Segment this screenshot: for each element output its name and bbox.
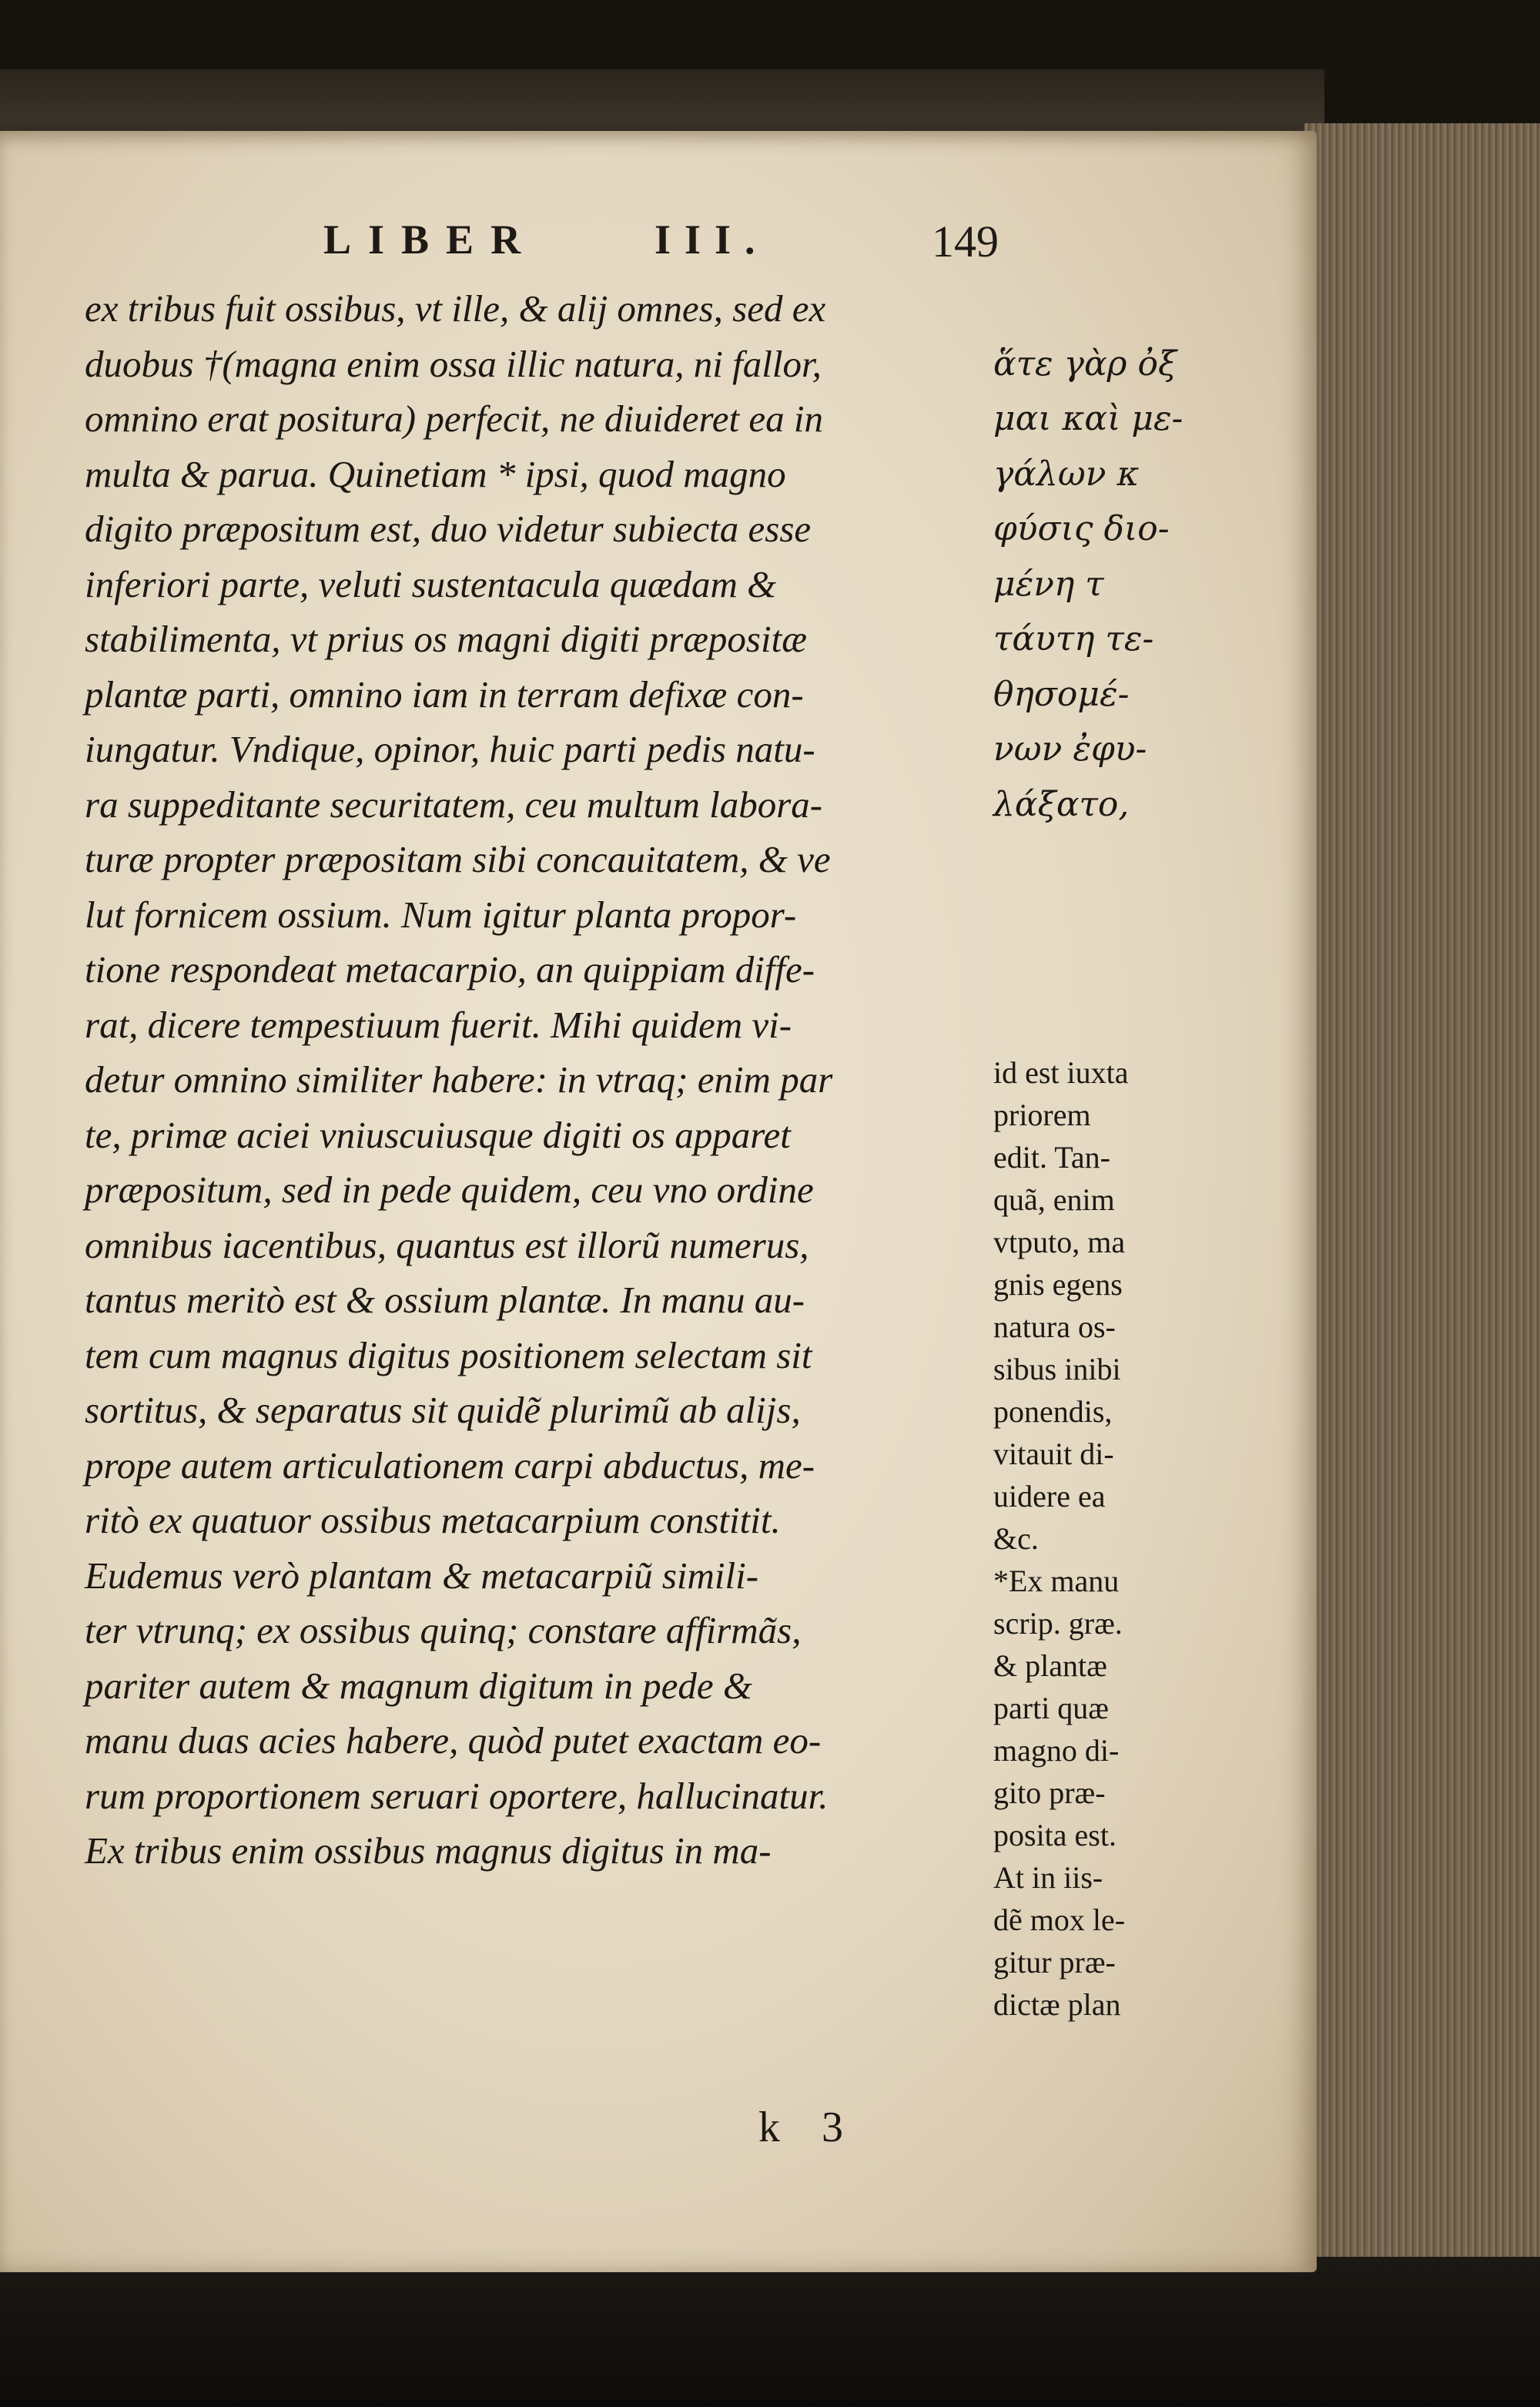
page-number: 149 [932, 216, 999, 267]
signature-letter: k [758, 2104, 780, 2151]
book-page [0, 131, 1317, 2272]
marginal-note-line: ponendis, [993, 1394, 1113, 1429]
greek-margin-column [993, 281, 1194, 832]
text-line: Ex tribus enim ossibus magnus digitus in ma- [85, 1829, 772, 1872]
text-line: ra suppeditante securitatem, ceu multum labora- [85, 783, 823, 826]
marginal-note-line: scrip. græ. [993, 1606, 1123, 1641]
text-line: lut fornicem ossium. Num igitur planta propor- [85, 893, 797, 936]
marginal-notes-column [993, 1051, 1224, 2026]
marginal-note-line: At in iis- [993, 1860, 1103, 1895]
marginal-note-line: parti quæ [993, 1691, 1109, 1725]
text-line: sortitus, & separatus sit quidẽ plurimũ ab alijs, [85, 1389, 801, 1431]
text-line: detur omnino similiter habere: in vtraq; enim par [85, 1058, 833, 1101]
marginal-note-line: uidere ea [993, 1479, 1106, 1514]
text-line: ritò ex quatuor ossibus metacarpium constitit. [85, 1499, 781, 1541]
running-head-title: LIBER [323, 216, 538, 263]
marginal-note-line: edit. Tan- [993, 1140, 1110, 1175]
text-line: ex tribus fuit ossibus, vt ille, & alij omnes, sed ex [85, 287, 826, 330]
text-line: plantæ parti, omnino iam in terram defixæ con- [85, 672, 804, 716]
running-head-book-number: III. [654, 216, 769, 263]
greek-margin-line: γάλων κ [993, 454, 1140, 494]
greek-margin-line: θησομέ- [993, 674, 1130, 714]
text-line: inferiori parte, veluti sustentacula quædam & [85, 562, 777, 605]
text-line: manu duas acies habere, quòd putet exactam eo- [85, 1719, 822, 1762]
marginal-note-line: dẽ mox le- [993, 1902, 1126, 1937]
text-line: Eudemus verò plantam & metacarpiũ simili- [85, 1554, 759, 1597]
text-line: multa & parua. Quinetiam * ipsi, quod magno [85, 452, 786, 495]
marginal-note-line: vitauit di- [993, 1436, 1114, 1471]
text-line: iungatur. Vndique, opinor, huic parti pedis natu- [85, 728, 815, 770]
text-line: duobus †(magna enim ossa illic natura, ni fallor, [85, 342, 822, 385]
text-line: omnino erat positura) perfecit, ne diuideret ea in [85, 397, 823, 440]
binding-bottom [0, 2257, 1540, 2407]
text-line: omnibus iacentibus, quantus est illorũ numerus, [85, 1223, 809, 1266]
greek-margin-line: νων ἐφυ- [993, 729, 1147, 769]
marginal-note-line: & plantæ [993, 1648, 1107, 1683]
greek-margin-line: λάξατο, [993, 784, 1130, 824]
text-line: prope autem articulationem carpi abductus, me- [85, 1443, 815, 1487]
text-line: rum proportionem seruari oportere, hallucinatur. [85, 1774, 829, 1817]
marginal-note-line: natura os- [993, 1309, 1116, 1344]
marginal-note-line: gnis egens [993, 1267, 1123, 1302]
text-line: pariter autem & magnum digitum in pede & [85, 1664, 752, 1707]
signature-mark [758, 2103, 843, 2152]
greek-margin-line: τάυτη τε- [993, 619, 1154, 659]
marginal-note-line: magno di- [993, 1733, 1120, 1768]
main-text-block [85, 281, 978, 1879]
marginal-note-line: posita est. [993, 1818, 1116, 1852]
marginal-note-line: quã, enim [993, 1182, 1115, 1217]
greek-margin-line [993, 281, 1194, 337]
text-line: stabilimenta, vt prius os magni digiti præpositæ [85, 618, 807, 660]
page-fore-edge [1301, 123, 1540, 2295]
text-line: te, primæ aciei vniuscuiusque digiti os apparet [85, 1113, 791, 1156]
marginal-note-line: gito præ- [993, 1775, 1106, 1810]
marginal-note-line: sibus inibi [993, 1352, 1121, 1386]
marginal-note-line: *Ex manu [993, 1564, 1120, 1598]
text-line: ter vtrunq; ex ossibus quinq; constare affirmãs, [85, 1609, 802, 1651]
marginal-note-line: gitur præ- [993, 1945, 1116, 1980]
greek-margin-line: φύσις διο- [993, 509, 1170, 548]
text-line: præpositum, sed in pede quidem, ceu vno ordine [85, 1168, 814, 1211]
marginal-note-line: &c. [993, 1521, 1039, 1556]
text-line: tantus meritò est & ossium plantæ. In manu au- [85, 1279, 805, 1321]
greek-margin-line: μένη τ [993, 564, 1104, 604]
marginal-note-line: dictæ plan [993, 1987, 1121, 2022]
text-line: rat, dicere tempestiuum fuerit. Mihi quidem vi- [85, 1003, 792, 1046]
greek-margin-line: ἅτε γὰρ ὀξ [993, 344, 1177, 384]
running-head [323, 216, 1016, 270]
text-line: digito præpositum est, duo videtur subiecta esse [85, 508, 812, 550]
text-line: tione respondeat metacarpio, an quippiam diffe- [85, 948, 815, 991]
marginal-note-line: priorem [993, 1098, 1091, 1132]
marginal-note-line: vtputo, ma [993, 1225, 1126, 1259]
text-line: turæ propter præpositam sibi concauitatem, & ve [85, 838, 831, 880]
greek-margin-line: μαι καὶ με- [993, 399, 1183, 438]
signature-number: 3 [822, 2104, 843, 2151]
text-line: tem cum magnus digitus positionem selectam sit [85, 1333, 812, 1376]
marginal-note-line: id est iuxta [993, 1055, 1129, 1090]
